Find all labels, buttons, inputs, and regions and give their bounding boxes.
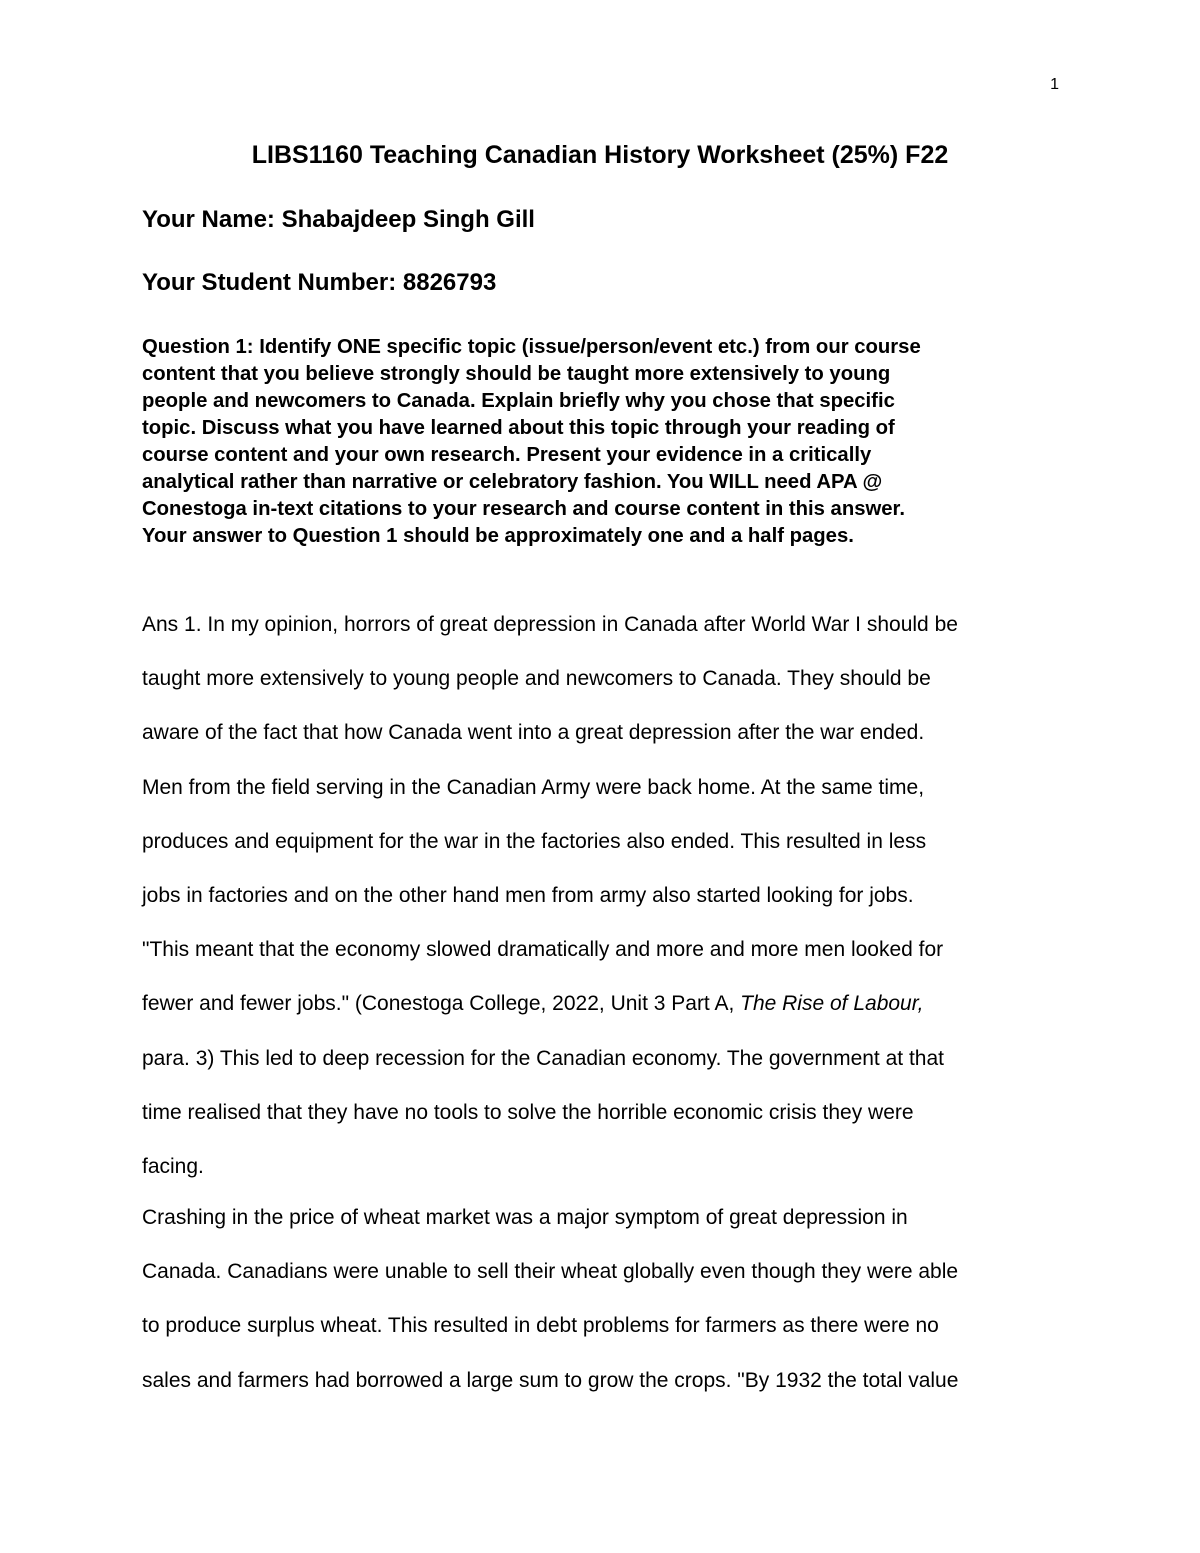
answer-line: Canada. Canadians were unable to sell their wheat globally even though they were able (142, 1260, 959, 1284)
question-1-prompt (142, 334, 1062, 550)
answer-line: time realised that they have no tools to solve the horrible economic crisis they were (142, 1100, 914, 1124)
answer-line: Men from the field serving in the Canadian Army were back home. At the same time, (142, 775, 925, 799)
answer-paragraph-1 (142, 598, 1072, 1194)
question-line: Your answer to Question 1 should be approximately one and a half pages. (142, 525, 854, 547)
question-line: topic. Discuss what you have learned about this topic through your reading of (142, 417, 895, 439)
answer-line: taught more extensively to young people and newcomers to Canada. They should be (142, 667, 931, 691)
answer-line: Crashing in the price of wheat market was a major symptom of great depression in (142, 1206, 908, 1229)
answer-line: Ans 1. In my opinion, horrors of great depression in Canada after World War I should be (142, 613, 958, 636)
answer-line: sales and farmers had borrowed a large sum to grow the crops. "By 1932 the total value (142, 1368, 959, 1392)
answer-line: para. 3) This led to deep recession for the Canadian economy. The government at that (142, 1046, 944, 1070)
citation-text: fewer and fewer jobs." (Conestoga College, 2022, Unit 3 Part A, (142, 992, 741, 1016)
citation-line (142, 977, 1072, 1031)
answer-line: "This meant that the economy slowed dramatically and more and more men looked for (142, 938, 944, 962)
citation-source-title: The Rise of Labour, (740, 992, 924, 1016)
student-name-line: Your Name: Shabajdeep Singh Gill (142, 206, 535, 233)
student-number-line: Your Student Number: 8826793 (142, 269, 497, 296)
page-number: 1 (1050, 76, 1059, 93)
question-line: analytical rather than narrative or celebratory fashion. You WILL need APA @ (142, 471, 883, 493)
worksheet-title: LIBS1160 Teaching Canadian History Worksheet (25%) F22 (251, 141, 949, 169)
question-line: Question 1: Identify ONE specific topic (issue/person/event etc.) from our course (142, 336, 921, 358)
answer-line: produces and equipment for the war in the factories also ended. This resulted in less (142, 829, 927, 853)
answer-line: jobs in factories and on the other hand men from army also started looking for jobs. (142, 884, 914, 908)
answer-line: aware of the fact that how Canada went into a great depression after the war ended. (142, 721, 925, 745)
question-line: content that you believe strongly should be taught more extensively to young (142, 363, 891, 385)
question-line: people and newcomers to Canada. Explain briefly why you chose that specific (142, 390, 895, 412)
answer-line: to produce surplus wheat. This resulted in debt problems for farmers as there were no (142, 1314, 939, 1338)
answer-line: facing. (142, 1155, 204, 1179)
question-line: course content and your own research. Present your evidence in a critically (142, 444, 872, 466)
question-line: Conestoga in-text citations to your research and course content in this answer. (142, 498, 905, 520)
answer-paragraph-2 (142, 1191, 1072, 1408)
